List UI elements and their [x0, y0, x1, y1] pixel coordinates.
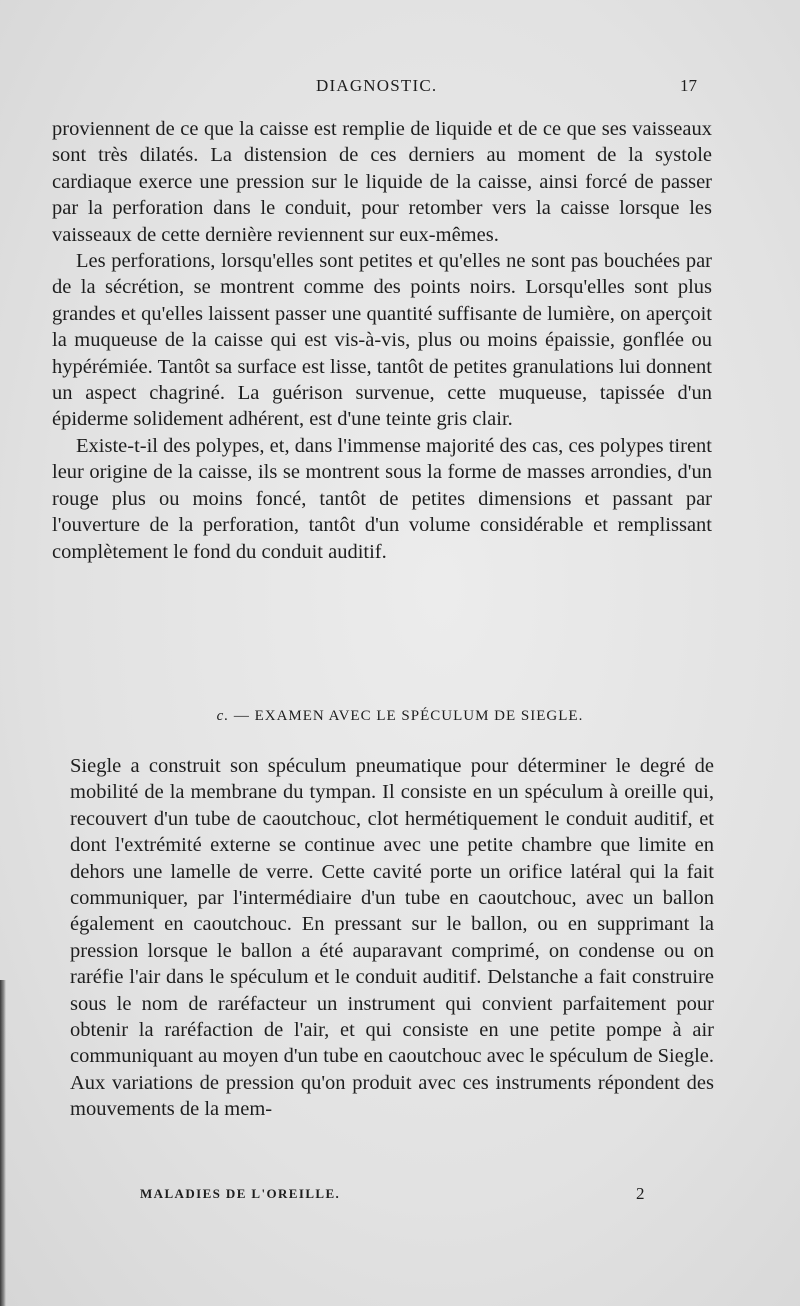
- section-body-text: [70, 753, 714, 1123]
- paragraph-siegle: Siegle a construit son spéculum pneumatique pour déterminer le degré de mobilité de la membrane du tympan. Il consiste en un spéculum à oreille qui, recouvert d'un tube de caoutchouc, clot hermétiquement le conduit auditif, et dont l'extrémité externe se continue avec une petite chambre que limite en dehors une lamelle de verre. Cette cavité porte un orifice latéral qui la fait communiquer, par l'intermédiaire d'un tube en caoutchouc, avec un ballon également en caoutchouc. En pressant sur le ballon, ou en supprimant la pression lorsque le ballon a été auparavant comprimé, on condense ou on raréfie l'air dans le spéculum et le conduit auditif. Delstanche a fait construire sous le nom de raréfacteur un instrument qui convient parfaitement pour obtenir la raréfaction de l'air, et qui consiste en une petite pompe à air communiquant au moyen d'un tube en caoutchouc avec le spéculum de Siegle. Aux variations de pression qu'on produit avec ces instruments répondent des mouvements de la mem-: [70, 755, 714, 1121]
- page-spine-shadow: [0, 980, 6, 1306]
- section-title: — EXAMEN AVEC LE SPÉCULUM DE SIEGLE.: [233, 708, 584, 724]
- paragraph-polypes: Existe-t-il des polypes, et, dans l'immense majorité des cas, ces polypes tirent leur origine de la caisse, ils se montrent sous la forme de masses arrondies, d'un rouge plus ou moins foncé, tantôt de petites dimensions et passant par l'ouverture de la perforation, tantôt d'un volume considérable et remplissant complètement le fond du conduit auditif.: [52, 434, 712, 563]
- running-title: DIAGNOSTIC.: [316, 76, 438, 95]
- section-letter: c.: [216, 708, 230, 724]
- page-header: [0, 76, 800, 100]
- section-heading: [0, 708, 800, 725]
- paragraph-perforations: Les perforations, lorsqu'elles sont petites et qu'elles ne sont pas bouchées par de la sécrétion, se montrent comme des points noirs. Lorsqu'elles sont plus grandes et qu'elles laissent passer une quantité suffisante de lumière, on aperçoit la muqueuse de la caisse qui est vis-à-vis, plus ou moins épaissie, gonflée ou hypérémiée. Tantôt sa surface est lisse, tantôt de petites granulations lui donnent un aspect chagriné. La guérison survenue, cette muqueuse, tapissée d'un épiderme solidement adhérent, est d'une teinte gris clair.: [52, 250, 712, 431]
- printer-signature: MALADIES DE L'OREILLE.: [140, 1186, 341, 1201]
- page-number: 17: [680, 76, 697, 95]
- page-footer: [0, 1186, 800, 1206]
- signature-number: 2: [636, 1184, 645, 1203]
- body-text: [52, 116, 712, 565]
- paragraph-continuation: proviennent de ce que la caisse est remplie de liquide et de ce que ses vaisseaux sont très dilatés. La distension de ces derniers au moment de la systole cardiaque exerce une pression sur le liquide de la caisse, ainsi forcé de passer par la perforation dans le conduit, pour retomber vers la caisse lorsque les vaisseaux de cette dernière reviennent sur eux-mêmes.: [52, 118, 712, 246]
